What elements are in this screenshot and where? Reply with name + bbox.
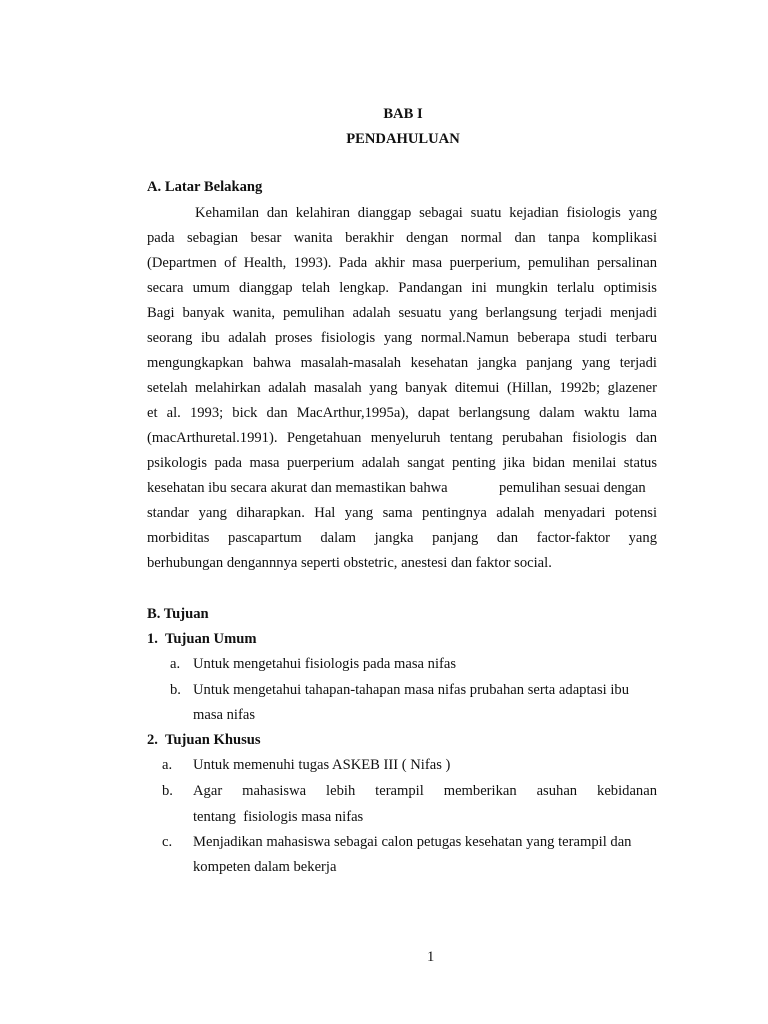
paragraph-line: (macArthuretal.1991). Pengetahuan menyeluruh tentang perubahan fisiologis dan	[147, 430, 657, 446]
paragraph-line: mengungkapkan bahwa masalah-masalah kesehatan jangka panjang yang terjadi	[147, 355, 657, 371]
list-item-text: tentang fisiologis masa nifas	[193, 809, 364, 825]
list-marker: c.	[162, 834, 173, 850]
paragraph-line: morbiditas pascapartum dalam jangka panjang dan factor-faktor yang	[147, 530, 657, 546]
paragraph-line: seorang ibu adalah proses fisiologis yang normal.Namun beberapa studi terbaru	[147, 330, 657, 346]
section-a-heading: A. Latar Belakang	[147, 179, 263, 195]
list-item-text: Untuk mengetahui tahapan-tahapan masa nifas prubahan serta adaptasi ibu	[193, 682, 630, 698]
paragraph-line: Kehamilan dan kelahiran dianggap sebagai suatu kejadian fisiologis yang	[195, 205, 657, 221]
paragraph-line: Bagi banyak wanita, pemulihan adalah sesuatu yang berlangsung terjadi menjadi	[147, 305, 657, 321]
paragraph-line: pada sebagian besar wanita berakhir dengan normal dan tanpa komplikasi	[147, 230, 657, 246]
page-number: 1	[427, 949, 435, 965]
list-marker: a.	[162, 757, 173, 773]
section-b-heading: B. Tujuan	[147, 606, 209, 622]
paragraph-line: (Departmen of Health, 1993). Pada akhir masa puerperium, pemulihan persalinan	[147, 255, 657, 271]
list-marker: a.	[170, 656, 181, 672]
paragraph-line: secara umum dianggap telah lengkap. Pandangan ini mungkin terlalu optimisis	[147, 280, 657, 296]
paragraph-line: setelah melahirkan adalah masalah yang banyak ditemui (Hillan, 1992b; glazener	[147, 380, 657, 396]
list-item-text: kompeten dalam bekerja	[193, 859, 337, 875]
paragraph-line: berhubungan dengannnya seperti obstetric, anestesi dan faktor social.	[147, 555, 552, 571]
list-marker: b.	[162, 783, 173, 799]
paragraph-line-tail: pemulihan sesuai dengan	[499, 480, 646, 496]
list-item-text: Menjadikan mahasiswa sebagai calon petugas kesehatan yang terampil dan	[193, 834, 632, 850]
paragraph-line: kesehatan ibu secara akurat dan memastikan bahwa	[147, 480, 448, 496]
list-marker: b.	[170, 682, 181, 698]
chapter-number: BAB I	[383, 106, 423, 122]
list-item-text: Untuk memenuhi tugas ASKEB III ( Nifas )	[193, 757, 451, 773]
list-item-text: Untuk mengetahui fisiologis pada masa nifas	[193, 656, 457, 672]
tujuan-umum-heading: 1. Tujuan Umum	[147, 631, 257, 647]
tujuan-khusus-heading: 2. Tujuan Khusus	[147, 732, 261, 748]
list-item-text: Agar mahasiswa lebih terampil memberikan asuhan kebidanan	[193, 783, 657, 799]
list-item-text: masa nifas	[193, 707, 256, 723]
paragraph-line: standar yang diharapkan. Hal yang sama pentingnya adalah menyadari potensi	[147, 505, 657, 521]
paragraph-line: psikologis pada masa puerperium adalah sangat penting jika bidan menilai status	[147, 455, 657, 471]
paragraph-line: et al. 1993; bick dan MacArthur,1995a), dapat berlangsung dalam waktu lama	[147, 405, 657, 421]
chapter-title: PENDAHULUAN	[346, 131, 460, 147]
